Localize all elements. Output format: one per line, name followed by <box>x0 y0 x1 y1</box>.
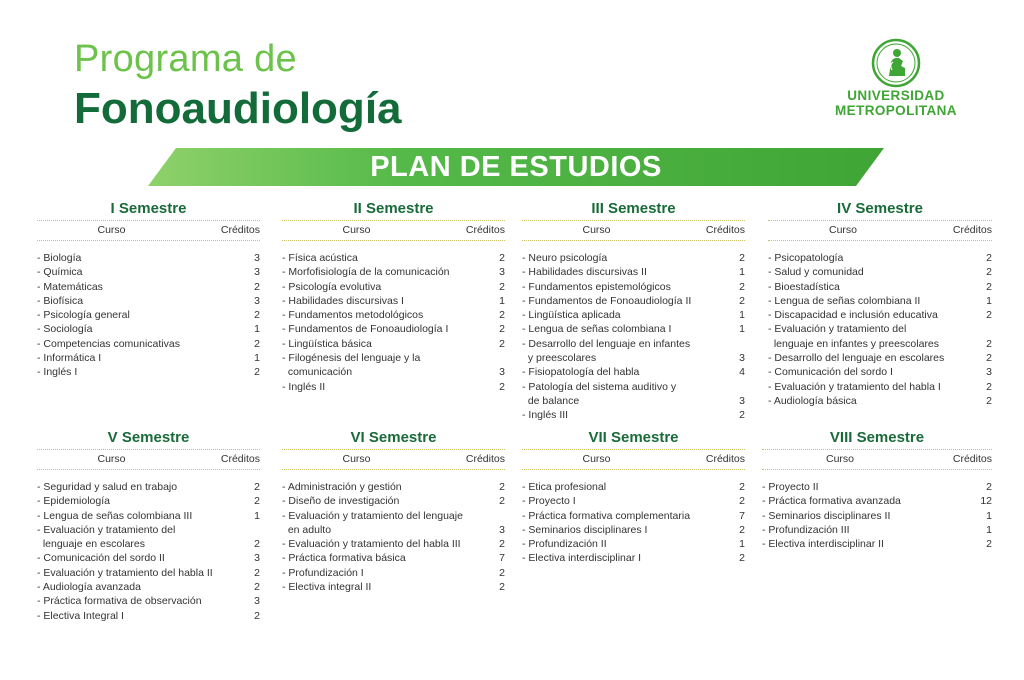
course-row <box>37 337 260 351</box>
course-list <box>37 480 260 623</box>
course-credits: 2 <box>254 566 260 579</box>
course-name: - Práctica formativa avanzada <box>762 495 901 508</box>
course-row <box>522 280 745 294</box>
semester-title: VII Semestre <box>588 429 679 446</box>
course-row <box>282 280 505 294</box>
course-credits: 2 <box>986 394 992 407</box>
column-header <box>282 450 505 469</box>
course-row <box>762 537 992 551</box>
course-name: - Práctica formativa básica <box>282 552 406 565</box>
course-credits: 3 <box>499 266 505 279</box>
course-row <box>522 408 745 422</box>
course-column-label: Curso <box>828 224 857 236</box>
divider <box>522 469 745 470</box>
divider <box>522 240 745 241</box>
course-row <box>37 308 260 322</box>
course-name: - Psicología evolutiva <box>282 280 382 293</box>
course-name: - Evaluación y tratamiento del habla I <box>768 380 941 393</box>
semester-title: VI Semestre <box>350 429 437 446</box>
semester-block <box>522 428 745 566</box>
credits-column-label: Créditos <box>952 224 992 236</box>
course-credits: 2 <box>254 280 260 293</box>
course-row <box>762 523 992 537</box>
course-credits: 2 <box>499 323 505 336</box>
course-row <box>37 280 260 294</box>
course-name: - Audiología avanzada <box>37 581 141 594</box>
course-row <box>522 251 745 265</box>
course-row <box>37 609 260 623</box>
divider <box>282 240 505 241</box>
course-column-label: Curso <box>582 224 611 236</box>
course-row <box>282 265 505 279</box>
course-row <box>762 494 992 508</box>
course-credits: 2 <box>986 280 992 293</box>
course-row <box>37 594 260 608</box>
course-row <box>37 509 260 523</box>
course-name: lenguaje en infantes y preescolares <box>768 337 940 350</box>
course-name: en adulto <box>282 523 332 536</box>
course-credits: 2 <box>739 523 745 536</box>
course-name: - Audiología básica <box>768 394 857 407</box>
course-name: - Evaluación y tratamiento del <box>37 523 176 536</box>
banner-title: PLAN DE ESTUDIOS <box>370 151 662 183</box>
program-title-line1: Programa de <box>74 38 297 80</box>
course-row <box>522 509 745 523</box>
course-row <box>522 494 745 508</box>
course-credits: 2 <box>986 380 992 393</box>
course-name: - Física acústica <box>282 252 358 264</box>
course-credits: 2 <box>739 280 745 293</box>
course-credits: 2 <box>499 337 505 350</box>
course-name: - Profundización II <box>522 538 607 551</box>
course-row <box>37 523 260 537</box>
column-header <box>768 221 992 240</box>
course-credits <box>721 337 745 351</box>
course-row <box>522 365 745 379</box>
program-title-line2: Fonoaudiología <box>74 84 402 133</box>
course-row <box>522 380 745 394</box>
course-credits: 2 <box>499 581 505 594</box>
course-credits: 2 <box>499 566 505 579</box>
course-row <box>282 322 505 336</box>
course-name: - Bioestadística <box>768 280 840 293</box>
course-row <box>37 251 260 265</box>
course-row <box>522 551 745 565</box>
course-row <box>282 294 505 308</box>
course-name: - Etica profesional <box>522 481 607 493</box>
course-row <box>762 480 992 494</box>
column-header <box>37 450 260 469</box>
course-name: - Lengua de señas colombiana II <box>768 294 921 307</box>
course-row <box>37 551 260 565</box>
course-column-label: Curso <box>825 453 854 465</box>
course-row <box>282 537 505 551</box>
course-row <box>768 380 992 394</box>
course-credits: 2 <box>254 337 260 350</box>
course-column-label: Curso <box>342 453 371 465</box>
course-name: - Electiva interdisciplinar II <box>762 538 884 551</box>
course-row <box>282 365 505 379</box>
course-name: - Electiva integral II <box>282 581 372 594</box>
course-name: de balance <box>522 394 580 407</box>
university-logo <box>822 38 970 130</box>
course-name: - Práctica formativa complementaria <box>522 509 691 522</box>
course-credits: 3 <box>254 595 260 608</box>
course-row <box>768 294 992 308</box>
course-name: - Habilidades discursivas I <box>282 294 404 307</box>
course-name: - Evaluación y tratamiento del lenguaje <box>282 509 463 522</box>
course-credits: 2 <box>499 380 505 393</box>
divider <box>768 240 992 241</box>
course-row <box>282 251 505 265</box>
course-name: - Psicopatología <box>768 252 844 264</box>
course-row <box>282 494 505 508</box>
semester-block <box>282 199 505 394</box>
course-name: - Química <box>37 266 83 279</box>
course-row <box>37 322 260 336</box>
course-row <box>768 280 992 294</box>
course-name: - Evaluación y tratamiento del habla III <box>282 538 461 551</box>
course-column-label: Curso <box>342 224 371 236</box>
course-credits: 2 <box>254 366 260 379</box>
course-name: - Administración y gestión <box>282 481 402 493</box>
credits-column-label: Créditos <box>220 453 260 465</box>
course-list <box>282 480 505 594</box>
course-name: - Proyecto II <box>762 481 819 493</box>
credits-column-label: Créditos <box>705 224 745 236</box>
course-credits: 2 <box>499 252 505 264</box>
divider <box>762 469 992 470</box>
course-credits: 1 <box>986 509 992 522</box>
course-name: - Seminarios disciplinares I <box>522 523 648 536</box>
university-seal-icon <box>871 38 921 88</box>
semester-block <box>768 199 992 408</box>
course-name: - Desarrollo del lenguaje en infantes <box>522 337 691 350</box>
course-name: - Biología <box>37 252 82 264</box>
course-row <box>522 322 745 336</box>
course-credits: 2 <box>254 481 260 493</box>
course-credits <box>481 351 505 365</box>
course-credits: 2 <box>739 495 745 508</box>
course-credits: 1 <box>499 294 505 307</box>
course-row <box>768 322 992 336</box>
semester-title: VIII Semestre <box>829 429 925 446</box>
course-row <box>768 337 992 351</box>
course-credits: 3 <box>254 294 260 307</box>
course-credits: 7 <box>499 552 505 565</box>
course-row <box>37 494 260 508</box>
course-row <box>37 580 260 594</box>
semester-title: III Semestre <box>591 200 676 217</box>
credits-column-label: Créditos <box>465 224 505 236</box>
course-name: - Electiva interdisciplinar I <box>522 552 642 565</box>
course-row <box>768 308 992 322</box>
course-row <box>522 308 745 322</box>
course-credits: 2 <box>986 538 992 551</box>
course-name: - Diseño de investigación <box>282 495 400 508</box>
course-name: - Evaluación y tratamiento del habla II <box>37 566 213 579</box>
course-credits: 2 <box>254 309 260 322</box>
course-credits: 1 <box>739 266 745 279</box>
semester-title: II Semestre <box>353 200 434 217</box>
semester-block <box>282 428 505 594</box>
course-name: - Sociología <box>37 323 93 336</box>
column-header <box>37 221 260 240</box>
course-name: - Habilidades discursivas II <box>522 266 647 279</box>
course-row <box>37 294 260 308</box>
course-credits: 3 <box>739 394 745 407</box>
course-credits: 3 <box>986 366 992 379</box>
credits-column-label: Créditos <box>465 453 505 465</box>
course-credits: 2 <box>499 538 505 551</box>
course-name: - Electiva Integral I <box>37 609 124 622</box>
course-row <box>282 380 505 394</box>
course-name: - Psicología general <box>37 309 130 322</box>
logo-text-line2: METROPOLITANA <box>835 103 957 118</box>
course-credits: 3 <box>254 552 260 565</box>
course-row <box>522 480 745 494</box>
course-credits <box>236 523 260 537</box>
course-row <box>522 265 745 279</box>
course-credits: 2 <box>739 552 745 565</box>
course-list <box>37 251 260 380</box>
course-row <box>282 480 505 494</box>
course-credits: 1 <box>739 538 745 551</box>
column-header <box>522 221 745 240</box>
course-row <box>282 308 505 322</box>
course-credits: 1 <box>986 294 992 307</box>
course-row <box>37 365 260 379</box>
course-credits: 4 <box>739 366 745 379</box>
course-name: - Patología del sistema auditivo y <box>522 380 677 393</box>
course-row <box>282 551 505 565</box>
course-credits <box>968 322 992 336</box>
course-name: - Epidemiología <box>37 495 110 508</box>
course-credits: 2 <box>986 481 992 493</box>
course-credits: 2 <box>739 481 745 493</box>
course-credits: 12 <box>980 495 992 508</box>
course-name: - Competencias comunicativas <box>37 337 180 350</box>
course-name: - Inglés III <box>522 409 569 422</box>
course-credits: 2 <box>986 337 992 350</box>
course-credits: 3 <box>739 352 745 365</box>
course-name: comunicación <box>282 366 353 379</box>
course-row <box>522 537 745 551</box>
course-credits: 2 <box>986 309 992 322</box>
course-row <box>768 265 992 279</box>
course-credits: 7 <box>739 509 745 522</box>
course-name: - Comunicación del sordo II <box>37 552 165 565</box>
course-row <box>762 509 992 523</box>
course-credits: 2 <box>499 481 505 493</box>
course-credits: 2 <box>986 252 992 264</box>
course-name: - Lingüística aplicada <box>522 309 621 322</box>
course-column-label: Curso <box>97 224 126 236</box>
course-row <box>768 251 992 265</box>
course-row <box>768 351 992 365</box>
course-row <box>768 394 992 408</box>
course-name: - Neuro psicología <box>522 252 608 264</box>
semester-title: I Semestre <box>110 200 187 217</box>
course-credits: 2 <box>499 309 505 322</box>
course-name: - Profundización I <box>282 566 364 579</box>
course-row <box>522 294 745 308</box>
course-credits: 1 <box>254 323 260 336</box>
course-name: lenguaje en escolares <box>37 538 145 551</box>
credits-column-label: Créditos <box>705 453 745 465</box>
course-credits: 1 <box>986 523 992 536</box>
course-row <box>37 537 260 551</box>
course-column-label: Curso <box>582 453 611 465</box>
course-credits: 2 <box>739 409 745 422</box>
course-row <box>37 566 260 580</box>
course-credits: 1 <box>254 509 260 522</box>
course-name: - Lengua de señas colombiana III <box>37 509 193 522</box>
column-header <box>522 450 745 469</box>
course-row <box>768 365 992 379</box>
course-credits: 2 <box>499 280 505 293</box>
course-row <box>37 480 260 494</box>
course-credits: 1 <box>739 323 745 336</box>
course-name: - Fundamentos epistemológicos <box>522 280 671 293</box>
course-credits: 2 <box>739 252 745 264</box>
course-credits: 3 <box>499 523 505 536</box>
course-credits: 3 <box>254 252 260 264</box>
course-name: - Fundamentos metodológicos <box>282 309 424 322</box>
course-name: - Fundamentos de Fonoaudiología II <box>522 294 692 307</box>
course-credits: 2 <box>254 495 260 508</box>
course-row <box>282 351 505 365</box>
course-name: - Inglés II <box>282 380 326 393</box>
course-name: - Fisiopatología del habla <box>522 366 640 379</box>
logo-text-line1: UNIVERSIDAD <box>847 88 945 103</box>
course-name: - Discapacidad e inclusión educativa <box>768 309 938 322</box>
course-name: - Profundización III <box>762 523 850 536</box>
course-row <box>522 351 745 365</box>
course-name: - Seminarios disciplinares II <box>762 509 891 522</box>
plan-banner <box>148 148 884 186</box>
column-header <box>762 450 992 469</box>
course-row <box>282 566 505 580</box>
course-row <box>282 580 505 594</box>
course-credits: 2 <box>254 538 260 551</box>
semester-title: V Semestre <box>107 429 190 446</box>
course-credits: 1 <box>254 352 260 365</box>
course-name: - Seguridad y salud en trabajo <box>37 481 178 493</box>
course-name: - Inglés I <box>37 366 78 379</box>
course-name: y preescolares <box>522 352 597 365</box>
course-name: - Comunicación del sordo I <box>768 366 893 379</box>
course-name: - Matemáticas <box>37 280 103 293</box>
semester-block <box>762 428 992 551</box>
course-column-label: Curso <box>97 453 126 465</box>
course-name: - Lengua de señas colombiana I <box>522 323 672 336</box>
course-credits: 2 <box>986 266 992 279</box>
course-row <box>282 523 505 537</box>
course-row <box>282 337 505 351</box>
divider <box>37 469 260 470</box>
course-list <box>282 251 505 394</box>
semester-block <box>37 199 260 380</box>
course-name: - Desarrollo del lenguaje en escolares <box>768 352 945 365</box>
course-row <box>522 394 745 408</box>
divider <box>37 240 260 241</box>
course-list <box>762 480 992 551</box>
course-credits: 3 <box>499 366 505 379</box>
course-list <box>522 480 745 566</box>
course-credits: 2 <box>499 495 505 508</box>
course-credits: 2 <box>986 352 992 365</box>
course-name: - Morfofisiología de la comunicación <box>282 266 450 279</box>
course-credits <box>721 380 745 394</box>
course-name: - Fundamentos de Fonoaudiología I <box>282 323 449 336</box>
course-credits <box>481 509 505 523</box>
course-name: - Filogénesis del lenguaje y la <box>282 352 421 365</box>
course-row <box>282 509 505 523</box>
course-credits: 2 <box>739 294 745 307</box>
course-row <box>37 265 260 279</box>
course-name: - Informática I <box>37 352 102 365</box>
course-name: - Lingüística básica <box>282 337 372 350</box>
semester-title: IV Semestre <box>837 200 923 217</box>
semester-block <box>522 199 745 423</box>
course-credits: 2 <box>254 609 260 622</box>
credits-column-label: Créditos <box>952 453 992 465</box>
course-credits: 2 <box>254 581 260 594</box>
course-credits: 1 <box>739 309 745 322</box>
course-name: - Biofísica <box>37 294 84 307</box>
credits-column-label: Créditos <box>220 224 260 236</box>
course-name: - Proyecto I <box>522 495 576 508</box>
course-name: - Salud y comunidad <box>768 266 864 279</box>
column-header <box>282 221 505 240</box>
course-name: - Práctica formativa de observación <box>37 595 202 608</box>
course-list <box>522 251 745 423</box>
course-credits: 3 <box>254 266 260 279</box>
semester-block <box>37 428 260 623</box>
course-row <box>37 351 260 365</box>
course-row <box>522 523 745 537</box>
divider <box>282 469 505 470</box>
course-list <box>768 251 992 408</box>
course-name: - Evaluación y tratamiento del <box>768 323 907 336</box>
course-row <box>522 337 745 351</box>
